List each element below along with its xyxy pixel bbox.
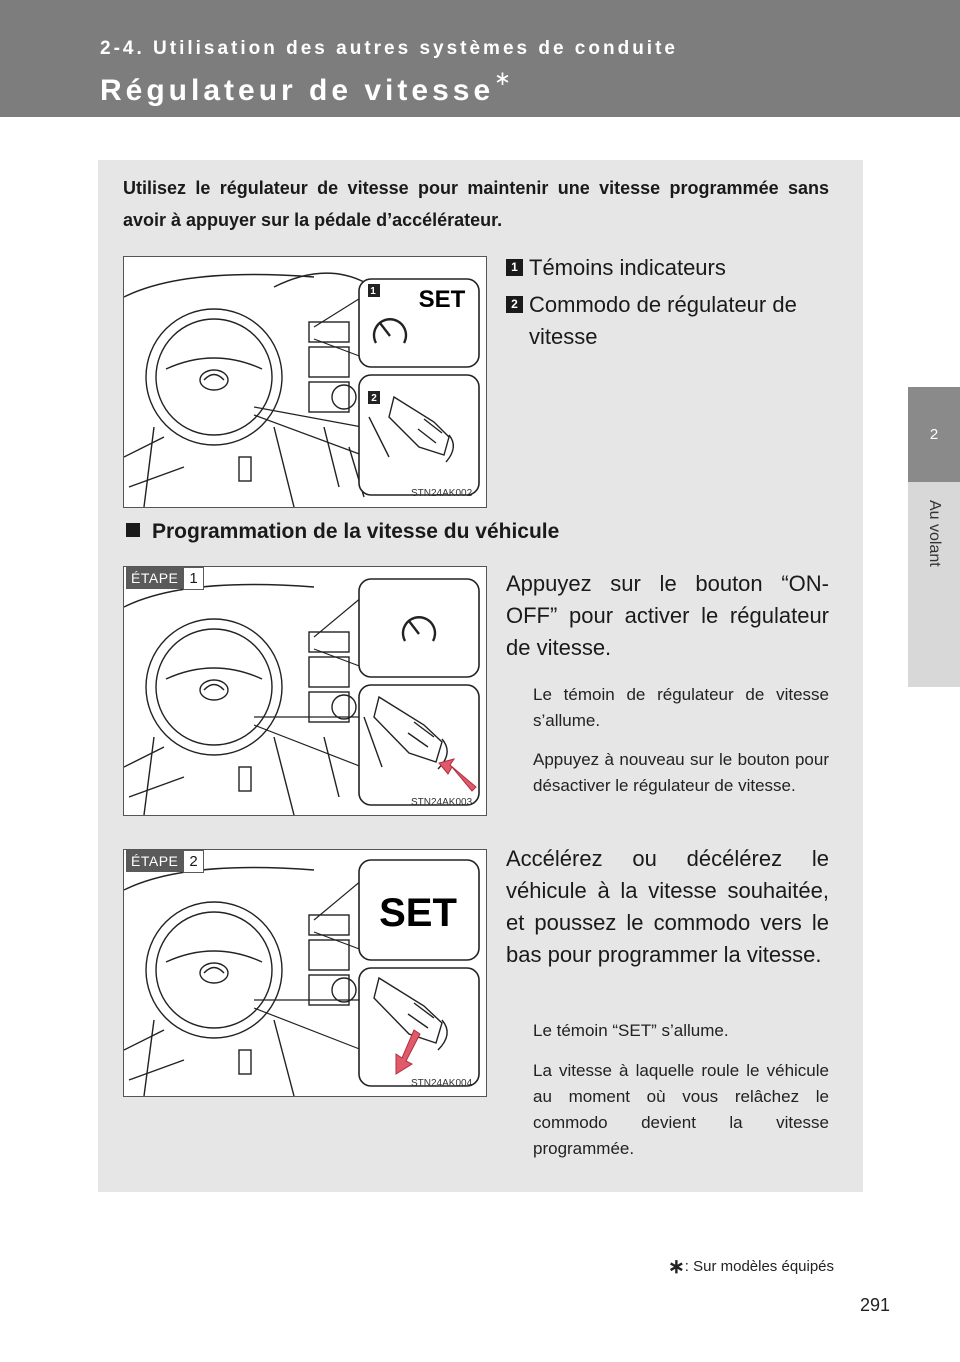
page-title <box>100 70 515 108</box>
callout-1-badge: 1 <box>370 286 376 297</box>
figure-code: STN24AK002 <box>411 488 473 499</box>
legend-item-lever <box>506 289 854 353</box>
legend-text: Commodo de régulateur de vitesse <box>529 292 797 349</box>
step-1-note-2: Appuyez à nouveau sur le bouton pour désactiver le régulateur de vitesse. <box>533 750 829 795</box>
dashboard-illustration <box>124 850 486 1096</box>
subheading-text: Programmation de la vitesse du véhicule <box>152 520 560 543</box>
legend-badge: 2 <box>506 296 523 313</box>
footnote-text: : Sur modèles équipés <box>684 1258 835 1275</box>
step-1-text: Appuyez sur le bouton “ON-OFF” pour activer le régulateur de vitesse. <box>506 571 829 660</box>
figure-code: STN24AK004 <box>411 1078 473 1089</box>
step-1-badge <box>126 570 204 587</box>
step-2-text: Accélérez ou décélérez le véhicule à la vitesse souhaitée, et poussez le commodo vers le bas pour programmer la vitesse. <box>506 846 829 967</box>
page-title-text: Régulateur de vitesse <box>100 74 495 107</box>
chapter-tab-number: 2 <box>908 387 960 482</box>
legend-text: Témoins indicateurs <box>529 255 726 280</box>
figure-step-1 <box>123 566 487 816</box>
legend-item-indicators <box>506 252 836 284</box>
figure-step-2 <box>123 849 487 1097</box>
legend-badge: 1 <box>506 259 523 276</box>
callout-2-badge: 2 <box>371 393 377 404</box>
chapter-tab-label: Au volant <box>926 500 943 567</box>
page-number: 291 <box>860 1295 891 1315</box>
step-label: ÉTAPE <box>126 567 183 589</box>
figure-overview <box>123 256 487 508</box>
step-2-badge <box>126 853 204 870</box>
dashboard-illustration <box>124 257 486 507</box>
step-2-note-1: Le témoin “SET” s’allume. <box>533 1021 729 1040</box>
step-number: 1 <box>183 567 203 590</box>
title-asterisk: ∗ <box>494 68 515 90</box>
step-label: ÉTAPE <box>126 850 183 872</box>
figure-code: STN24AK003 <box>411 797 473 808</box>
subheading <box>126 520 559 544</box>
footnote-asterisk: ∗ <box>668 1256 685 1278</box>
intro-text: Utilisez le régulateur de vitesse pour maintenir une vitesse programmée sans avoir à appuyer sur la pédale d’accélérateur. <box>123 178 829 230</box>
set-indicator-text: SET <box>418 286 466 313</box>
step-2-note-2: La vitesse à laquelle roule le véhicule au moment où vous relâchez le commodo devient la vitesse programmée. <box>533 1061 829 1158</box>
page-header <box>0 0 960 117</box>
step-1-note-1: Le témoin de régulateur de vitesse s’allume. <box>533 685 829 730</box>
step-number: 2 <box>183 850 203 873</box>
set-indicator-text: SET <box>379 891 457 935</box>
footnote <box>668 1252 834 1277</box>
bullet-square-icon <box>126 523 140 537</box>
section-label: 2-4. Utilisation des autres systèmes de conduite <box>100 38 678 59</box>
dashboard-illustration <box>124 567 486 815</box>
